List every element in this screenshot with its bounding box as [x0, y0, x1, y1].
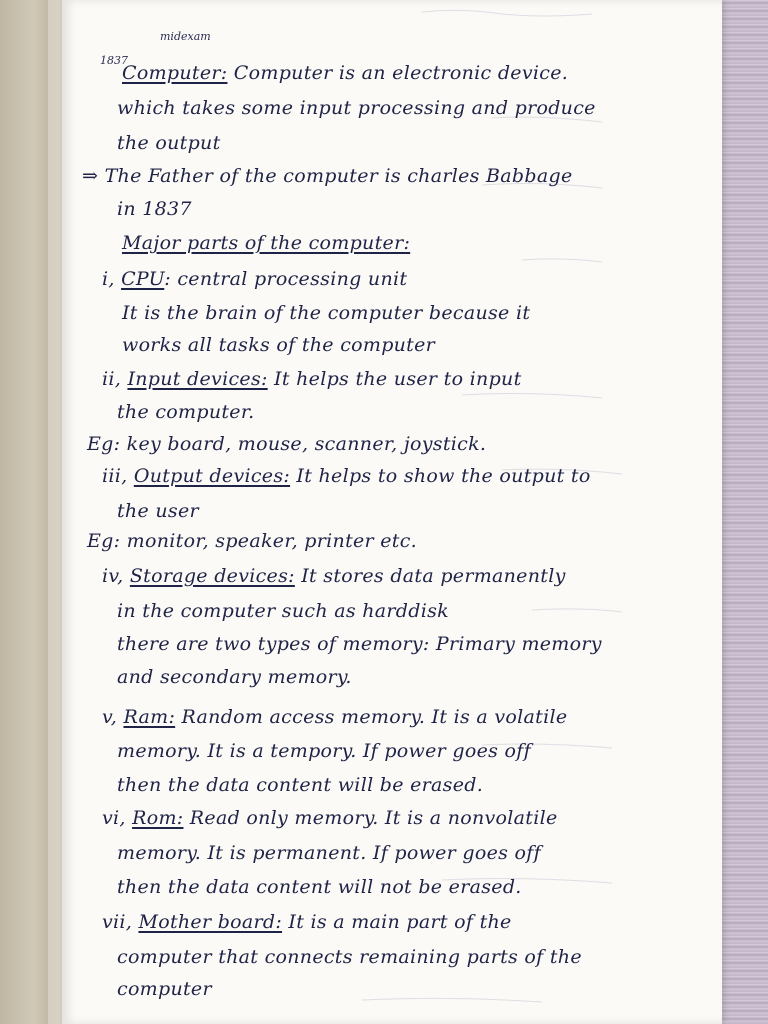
line-term: Computer:: [122, 62, 228, 84]
line-text: Eg: monitor, speaker, printer etc.: [87, 530, 418, 552]
line-text: memory. It is a tempory. If power goes off: [117, 740, 531, 762]
note-line: [117, 401, 254, 423]
line-marker: v,: [102, 706, 124, 728]
line-marker: ii,: [102, 368, 128, 390]
note-line: [102, 268, 407, 290]
note-line: [117, 946, 582, 968]
line-term: CPU: [121, 268, 165, 290]
note-line: [102, 368, 522, 390]
line-marker: vii,: [102, 911, 139, 933]
line-text: which takes some input processing and produce: [117, 97, 596, 119]
note-line: [102, 807, 558, 829]
page-edge-stack: [722, 0, 768, 1024]
line-text: : central processing unit: [164, 268, 408, 290]
note-line: [102, 565, 566, 587]
note-line: [117, 978, 212, 1000]
note-line: [117, 132, 221, 154]
line-marker: iii,: [102, 465, 134, 487]
note-line: [102, 465, 591, 487]
line-text: then the data content will be erased.: [117, 774, 484, 796]
line-marker: vi,: [102, 807, 133, 829]
note-line: [122, 62, 568, 84]
line-text: It helps to show the output to: [290, 465, 591, 487]
margin-note-exam: midexam: [160, 30, 211, 43]
line-marker: iv,: [102, 565, 130, 587]
note-line: [102, 706, 567, 728]
note-line: [102, 911, 512, 933]
line-text: in 1837: [117, 198, 192, 220]
line-text: Random access memory. It is a volatile: [175, 706, 568, 728]
note-line: [117, 633, 602, 655]
line-term: Rom:: [132, 807, 184, 829]
line-text: the user: [117, 500, 199, 522]
note-line: [117, 198, 192, 220]
line-text: there are two types of memory: Primary memory: [117, 633, 602, 655]
line-text: computer that connects remaining parts of the: [117, 946, 582, 968]
note-line: [87, 530, 417, 552]
line-text: the computer.: [117, 401, 255, 423]
line-text: and secondary memory.: [117, 666, 352, 688]
line-text: computer: [117, 978, 212, 1000]
line-text: It helps the user to input: [267, 368, 522, 390]
line-text: It stores data permanently: [294, 565, 566, 587]
notebook-page: [62, 0, 722, 1024]
line-text: works all tasks of the computer: [122, 334, 436, 356]
line-text: Computer is an electronic device.: [227, 62, 569, 84]
line-text: memory. It is permanent. If power goes off: [117, 842, 541, 864]
note-line: [122, 302, 530, 324]
line-text: the output: [117, 132, 221, 154]
note-line: [117, 666, 352, 688]
line-term: Storage devices:: [129, 565, 295, 587]
note-line: [87, 433, 486, 455]
note-line: [117, 774, 483, 796]
note-line: [117, 876, 522, 898]
note-line: [122, 232, 410, 254]
line-marker: ⇒: [82, 165, 105, 187]
notebook-spine: [0, 0, 48, 1024]
note-line: [122, 334, 435, 356]
line-text: Read only memory. It is a nonvolatile: [183, 807, 558, 829]
note-line: [117, 97, 596, 119]
note-line: [117, 842, 541, 864]
note-line: [117, 600, 449, 622]
line-term: Mother board:: [138, 911, 283, 933]
line-marker: i,: [102, 268, 122, 290]
line-text: then the data content will not be erased.: [117, 876, 522, 898]
line-text: The Father of the computer is charles Babbage: [104, 165, 573, 187]
line-text: Eg: key board, mouse, scanner, joystick.: [87, 433, 487, 455]
margin-note-year: 1837: [100, 54, 128, 67]
line-term: Input devices:: [127, 368, 268, 390]
note-line: [117, 740, 531, 762]
note-line: [117, 500, 199, 522]
note-line: [82, 165, 573, 187]
line-text: in the computer such as harddisk: [117, 600, 449, 622]
line-term: Major parts of the computer:: [122, 232, 411, 254]
line-text: It is a main part of the: [282, 911, 512, 933]
line-term: Output devices:: [133, 465, 291, 487]
line-term: Ram:: [123, 706, 176, 728]
line-text: It is the brain of the computer because it: [122, 302, 531, 324]
